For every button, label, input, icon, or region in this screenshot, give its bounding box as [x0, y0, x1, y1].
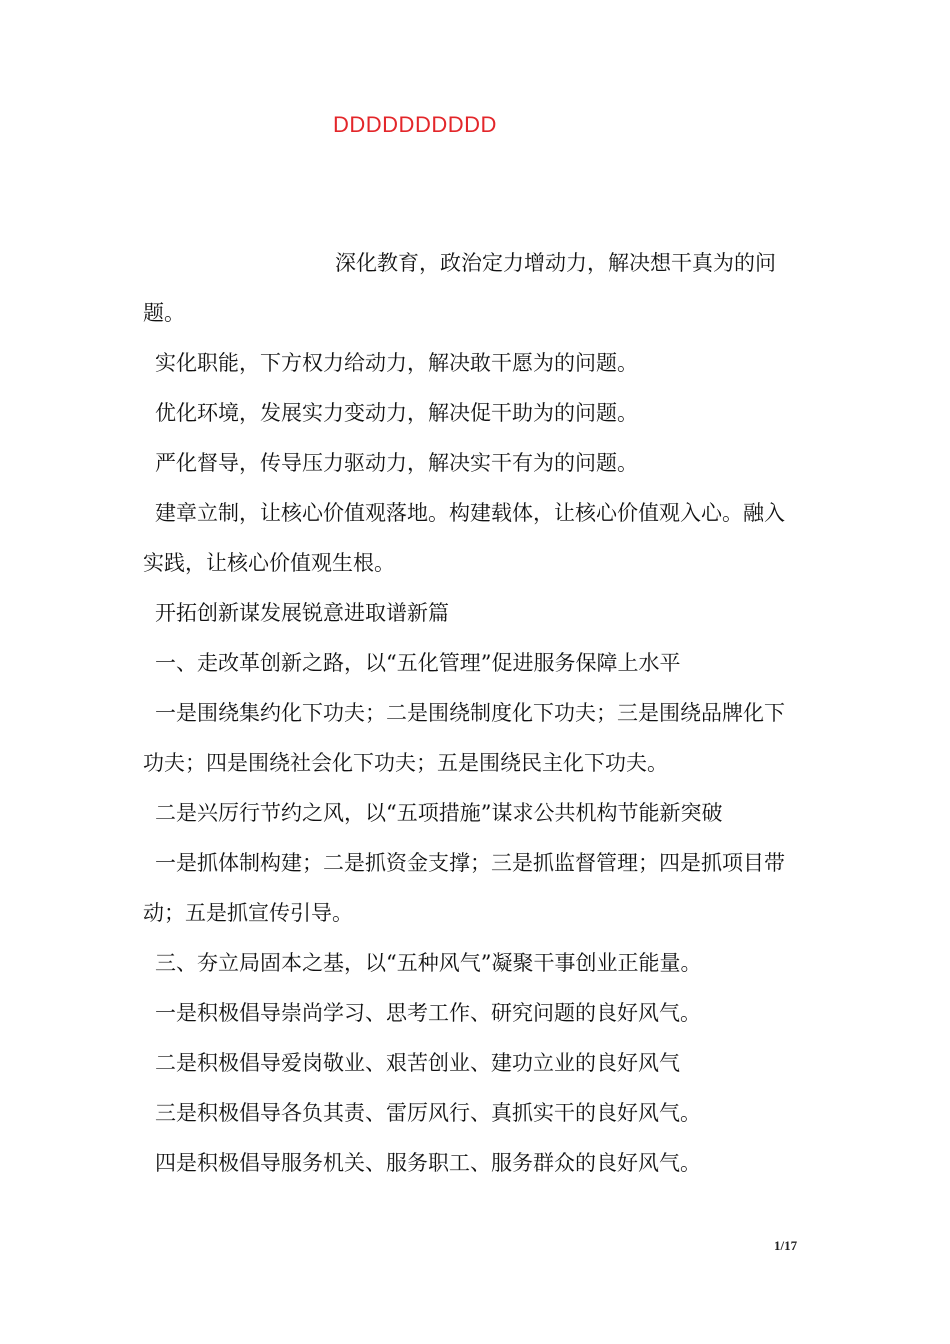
paragraph: 二是兴厉行节约之风，以“五项措施”谋求公共机构节能新突破 — [155, 801, 723, 825]
header-title: DDDDDDDDDD — [333, 112, 497, 137]
paragraph: 四是积极倡导服务机关、服务职工、服务群众的良好风气。 — [155, 1151, 701, 1175]
paragraph: 优化环境，发展实力变动力，解决促干助为的问题。 — [155, 401, 638, 425]
paragraph: 一、走改革创新之路，以“五化管理”促进服务保障上水平 — [155, 651, 681, 675]
paragraph: 二是积极倡导爱岗敬业、艰苦创业、建功立业的良好风气 — [155, 1051, 680, 1075]
paragraph: 建章立制，让核心价值观落地。构建载体，让核心价值观入心。融入实践，让核心价值观生根。 — [143, 501, 785, 575]
paragraph: 一是积极倡导崇尚学习、思考工作、研究问题的良好风气。 — [155, 1001, 701, 1025]
paragraph: 深化教育，政治定力增动力，解决想干真为的问题。 — [143, 251, 776, 325]
paragraph: 严化督导，传导压力驱动力，解决实干有为的问题。 — [155, 451, 638, 475]
paragraph: 三、夯立局固本之基，以“五种风气”凝聚干事创业正能量。 — [155, 951, 702, 975]
paragraph: 实化职能，下方权力给动力，解决敢干愿为的问题。 — [155, 351, 638, 375]
paragraph: 一是抓体制构建；二是抓资金支撑；三是抓监督管理；四是抓项目带动；五是抓宣传引导。 — [143, 851, 785, 925]
paragraph: 三是积极倡导各负其责、雷厉风行、真抓实干的良好风气。 — [155, 1101, 701, 1125]
document-body — [143, 238, 805, 1188]
page-number: 1/17 — [774, 1238, 798, 1253]
paragraph: 一是围绕集约化下功夫；二是围绕制度化下功夫；三是围绕品牌化下功夫；四是围绕社会化下功夫；五是围绕民主化下功夫。 — [143, 701, 785, 775]
paragraph: 开拓创新谋发展锐意进取谱新篇 — [155, 601, 449, 625]
